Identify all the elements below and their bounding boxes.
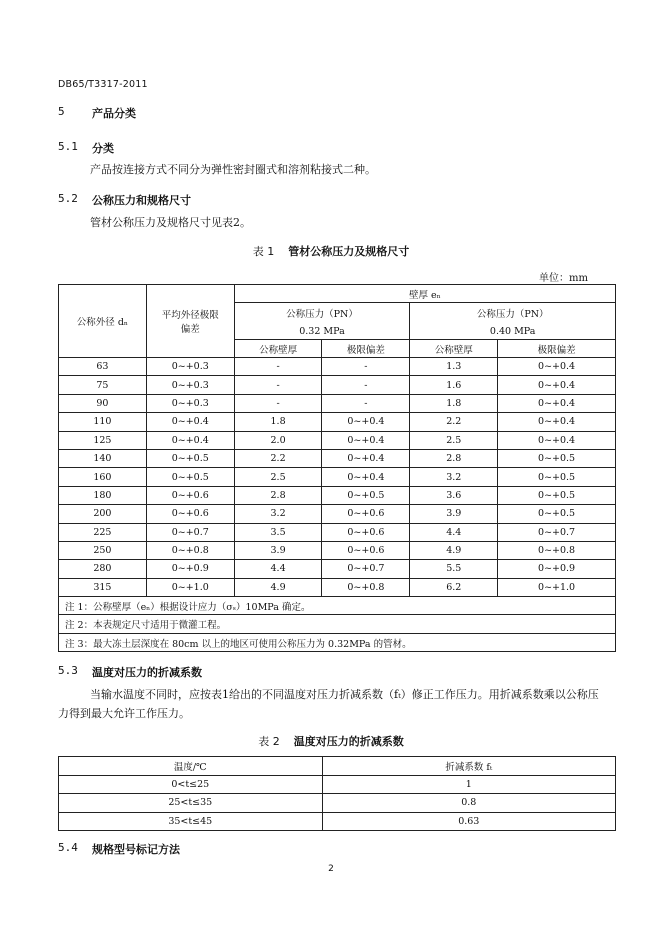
table-cell: 0~+0.4 (498, 431, 616, 449)
table-row (59, 523, 616, 541)
table-row (59, 775, 616, 794)
table-cell: 125 (59, 431, 147, 449)
table-cell: 0~+1.0 (498, 578, 616, 596)
table-cell: 0~+0.5 (146, 468, 234, 486)
table-cell: 1.6 (410, 376, 498, 394)
table-row (59, 358, 616, 376)
section-number: 5.4 (58, 841, 78, 854)
section-5-1-heading (58, 140, 114, 156)
table-cell: 2.2 (234, 449, 322, 467)
section-title: 规格型号标记方法 (92, 843, 180, 856)
pressure-label: 公称压力（PN） (286, 308, 358, 320)
table-row (59, 394, 616, 412)
table-cell: 35<t≤45 (59, 812, 323, 831)
table1-note-3: 注 3：最大冻土层深度在 80cm 以上的地区可使用公称压力为 0.32MPa 的管材。 (59, 633, 616, 651)
header-nominal-wall-1: 公称壁厚 (234, 340, 322, 358)
table-cell: 1 (322, 775, 615, 794)
header-deviation-1: 极限偏差 (322, 340, 410, 358)
table-cell: 280 (59, 560, 147, 578)
table-cell: 0~+0.4 (322, 468, 410, 486)
table-cell: 0~+0.5 (322, 486, 410, 504)
table-cell: 0~+0.8 (322, 578, 410, 596)
table-cell: 0~+0.4 (498, 413, 616, 431)
section-title: 分类 (92, 142, 114, 155)
table-cell: 0~+0.5 (146, 449, 234, 467)
header-outer-diameter: 公称外径 dₙ (59, 285, 147, 358)
header-nominal-wall-2: 公称壁厚 (410, 340, 498, 358)
table-cell: 0~+0.3 (146, 358, 234, 376)
table-cell: 0~+0.9 (498, 560, 616, 578)
table-cell: 180 (59, 486, 147, 504)
pressure-value: 0.40 MPa (489, 325, 536, 337)
table-cell: 1.8 (234, 413, 322, 431)
section-5-3-text: 当输水温度不同时，应按表1给出的不同温度对压力折减系数（fₜ）修正工作压力。用折减系数乘以公称压力得到最大允许工作压力。 (58, 688, 599, 720)
table-cell: 0~+0.3 (146, 394, 234, 412)
table-cell: 3.2 (234, 505, 322, 523)
table-cell: 0~+0.4 (322, 413, 410, 431)
section-title: 温度对压力的折减系数 (92, 666, 202, 679)
header-deviation-2: 极限偏差 (498, 340, 616, 358)
table-row (59, 541, 616, 559)
table-cell: 2.8 (234, 486, 322, 504)
table-cell: 4.4 (410, 523, 498, 541)
table-cell: 0~+0.7 (146, 523, 234, 541)
table-cell: 25<t≤35 (59, 794, 323, 813)
table-cell: 0.8 (322, 794, 615, 813)
table-cell: 0.63 (322, 812, 615, 831)
header-pressure-032 (234, 303, 410, 340)
table-cell: 3.2 (410, 468, 498, 486)
table-cell: 0~+0.8 (498, 541, 616, 559)
table-cell: 140 (59, 449, 147, 467)
table-row (59, 449, 616, 467)
table-row (59, 431, 616, 449)
table-row (59, 794, 616, 813)
table-row (59, 505, 616, 523)
table-row (59, 376, 616, 394)
table-cell: 90 (59, 394, 147, 412)
table-cell: 4.4 (234, 560, 322, 578)
table-cell: 0~+0.7 (322, 560, 410, 578)
section-5-2-heading (58, 192, 191, 208)
section-5-3-heading (58, 664, 202, 680)
table-cell: 0~+0.5 (498, 486, 616, 504)
table-cell: 2.0 (234, 431, 322, 449)
table-cell: - (322, 394, 410, 412)
table-cell: 160 (59, 468, 147, 486)
table-cell: 110 (59, 413, 147, 431)
table-cell: 3.9 (410, 505, 498, 523)
table2-body (59, 775, 616, 831)
table-cell: 0~+0.8 (146, 541, 234, 559)
pressure-label: 公称压力（PN） (476, 308, 549, 320)
table-cell: 2.5 (234, 468, 322, 486)
table-cell: 0~+0.6 (322, 541, 410, 559)
table-cell: 0~+0.6 (322, 505, 410, 523)
table-cell: - (234, 358, 322, 376)
table1-note-2: 注 2：本表规定尺寸适用于微灌工程。 (59, 615, 616, 633)
table-cell: 0~+0.4 (498, 376, 616, 394)
section-5-heading (58, 105, 136, 121)
table1-caption-title: 管材公称压力及规格尺寸 (288, 245, 410, 258)
table-cell: 0~+0.4 (146, 413, 234, 431)
table-cell: 0<t≤25 (59, 775, 323, 794)
table-cell: 2.5 (410, 431, 498, 449)
table-cell: 0~+0.4 (322, 449, 410, 467)
table2-caption-title: 温度对压力的折减系数 (293, 735, 404, 748)
header-reduction-factor: 折减系数 fₜ (322, 757, 615, 776)
table-cell: 3.9 (234, 541, 322, 559)
table-cell: 4.9 (234, 578, 322, 596)
table-cell: 3.6 (410, 486, 498, 504)
table-cell: 315 (59, 578, 147, 596)
table-cell: - (322, 358, 410, 376)
section-number: 5.2 (58, 192, 78, 205)
table1-note-1: 注 1：公称壁厚（eₙ）根据设计应力（σₛ）10MPa 确定。 (59, 597, 616, 615)
table-cell: 0~+0.4 (498, 358, 616, 376)
table-cell: 63 (59, 358, 147, 376)
header-wall-thickness: 壁厚 eₙ (234, 285, 615, 303)
section-5-1-text: 产品按连接方式不同分为弹性密封圈式和溶剂粘接式二种。 (90, 163, 376, 176)
table-cell: 0~+0.5 (498, 468, 616, 486)
table2-caption-label: 表 2 (258, 735, 280, 748)
table-cell: 75 (59, 376, 147, 394)
standard-number: DB65/T3317-2011 (58, 79, 148, 90)
table-cell: 5.5 (410, 560, 498, 578)
table-row (59, 578, 616, 596)
table-cell: 0~+0.3 (146, 376, 234, 394)
table-cell: 0~+0.5 (498, 505, 616, 523)
table-cell: 2.8 (410, 449, 498, 467)
table-cell: 1.3 (410, 358, 498, 376)
table-cell: 0~+0.6 (322, 523, 410, 541)
table1-unit: 单位：mm (539, 273, 588, 284)
header-outer-diameter-deviation: 平均外径极限偏差 (146, 285, 234, 358)
header-temperature: 温度/℃ (59, 757, 323, 776)
table-cell: 3.5 (234, 523, 322, 541)
table-cell: - (234, 394, 322, 412)
header-pressure-040 (410, 303, 616, 340)
table-cell: 2.2 (410, 413, 498, 431)
table-cell: 1.8 (410, 394, 498, 412)
section-number: 5 (58, 105, 65, 118)
section-number: 5.3 (58, 664, 78, 677)
table1-body (59, 358, 616, 597)
table-row (59, 560, 616, 578)
table-cell: - (234, 376, 322, 394)
table1-caption-label: 表 1 (252, 245, 275, 258)
table1-caption (0, 243, 662, 259)
pressure-value: 0.32 MPa (299, 325, 345, 337)
table-cell: 0~+0.9 (146, 560, 234, 578)
table-cell: 6.2 (410, 578, 498, 596)
table-row (59, 468, 616, 486)
table-cell: 0~+0.6 (146, 505, 234, 523)
table-cell: 0~+0.7 (498, 523, 616, 541)
table-cell: 0~+0.6 (146, 486, 234, 504)
table2 (58, 756, 616, 831)
table-cell: 200 (59, 505, 147, 523)
section-number: 5.1 (58, 140, 78, 153)
section-5-2-text: 管材公称压力及规格尺寸见表2。 (90, 216, 251, 229)
table-row (59, 486, 616, 504)
table-cell: 250 (59, 541, 147, 559)
table-row (59, 812, 616, 831)
section-title: 公称压力和规格尺寸 (92, 194, 191, 207)
table-cell: 0~+0.5 (498, 449, 616, 467)
table-cell: 0~+0.4 (146, 431, 234, 449)
page-number: 2 (328, 864, 334, 874)
table-cell: 225 (59, 523, 147, 541)
table-cell: 0~+0.4 (498, 394, 616, 412)
section-5-4-heading (58, 841, 180, 857)
table-cell: 0~+0.4 (322, 431, 410, 449)
table2-caption (0, 733, 662, 749)
table-cell: 0~+1.0 (146, 578, 234, 596)
table-cell: - (322, 376, 410, 394)
table-row (59, 413, 616, 431)
table-cell: 4.9 (410, 541, 498, 559)
section-title: 产品分类 (92, 107, 136, 120)
table1 (58, 284, 616, 652)
